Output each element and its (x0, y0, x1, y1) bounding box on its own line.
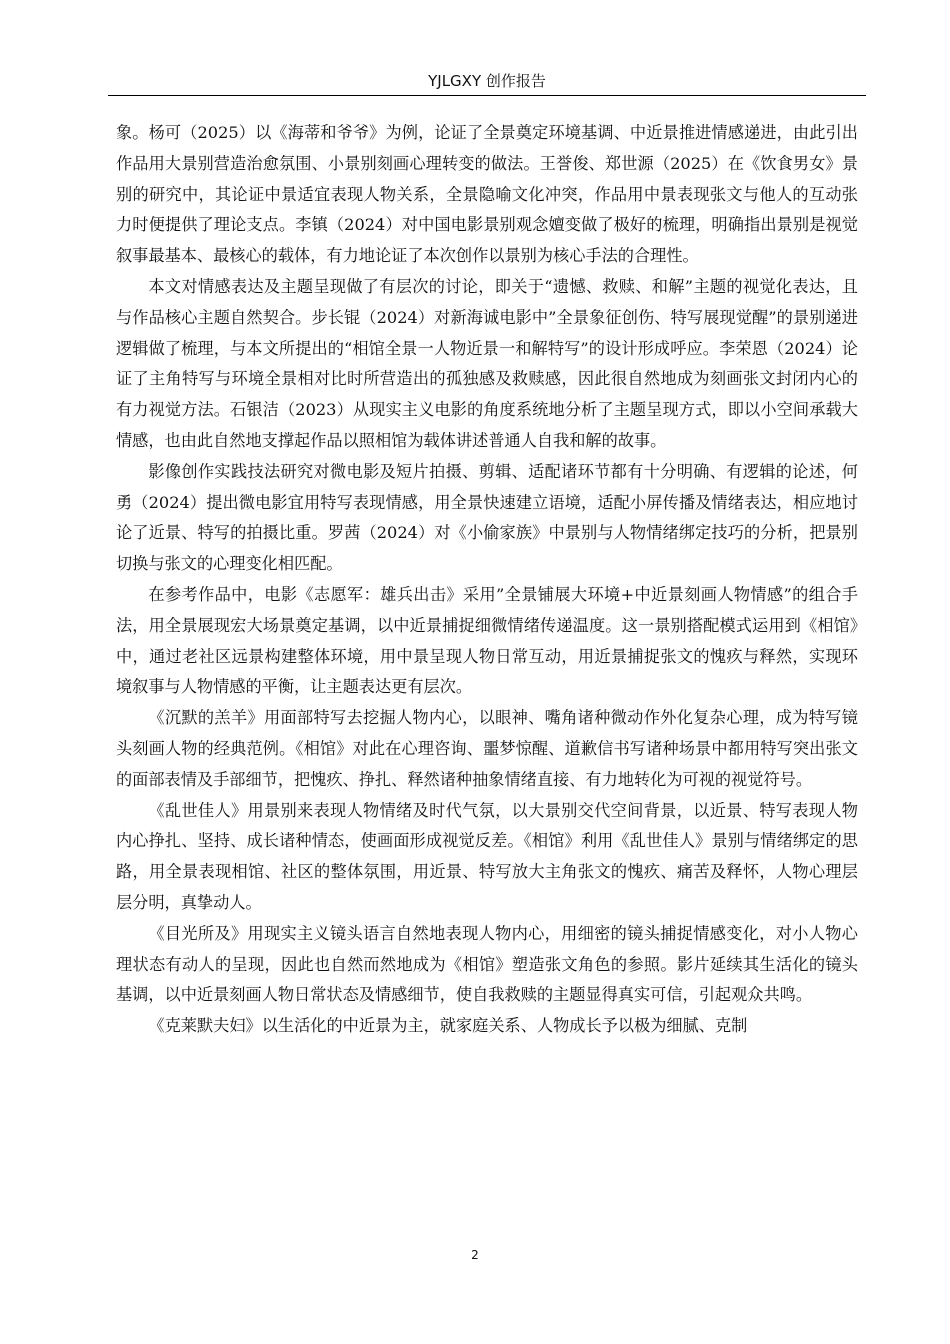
paragraph: 象。杨可（2025）以《海蒂和爷爷》为例，论证了全景奠定环境基调、中近景推进情感递进，由此引出作品用大景别营造治愈氛围、小景别刻画心理转变的做法。王誉俊、郑世源（2025）在《饮食男女》景别的研究中，其论证中景适宜表现人物关系，全景隐喻文化冲突，作品用中景表现张文与他人的互动张力时便提供了理论支点。李镇（2024）对中国电影景别观念嬗变做了极好的梳理，明确指出景别是视觉叙事最基本、最核心的载体，有力地论证了本次创作以景别为核心手法的合理性。 (116, 123, 858, 266)
paragraph: 在参考作品中，电影《志愿军：雄兵出击》采用”全景铺展大环境+中近景刻画人物情感”的组合手法，用全景展现宏大场景奠定基调，以中近景捕捉细微情绪传递温度。这一景别搭配模式运用到《相馆》中，通过老社区远景构建整体环境，用中景呈现人物日常互动，用近景捕捉张文的愧疚与释然，实现环境叙事与人物情感的平衡，让主题表达更有层次。 (116, 584, 858, 697)
paragraph: 《克莱默夫妇》以生活化的中近景为主，就家庭关系、人物成长予以极为细腻、克制 (148, 1016, 748, 1036)
paragraph: 本文对情感表达及主题呈现做了有层次的讨论，即关于“遗憾、救赎、和解”主题的视觉化表达，且与作品核心主题自然契合。步长锟（2024）对新海诚电影中”全景象征创伤、特写展现觉醒”的景别递进逻辑做了梳理，与本文所提出的“相馆全景一人物近景一和解特写”的设计形成呼应。李荣恩（2024）论证了主角特写与环境全景相对比时所营造出的孤独感及救赎感，因此很自然地成为刻画张文封闭内心的有力视觉方法。石银洁（2023）从现实主义电影的角度系统地分析了主题呈现方式，即以小空间承载大情感，也由此自然地支撑起作品以照相馆为载体讲述普通人自我和解的故事。 (116, 276, 858, 450)
paragraph: 《目光所及》用现实主义镜头语言自然地表现人物内心，用细密的镜头捕捉情感变化，对小人物心理状态有动人的呈现，因此也自然而然地成为《相馆》塑造张文角色的参照。影片延续其生活化的镜头基调，以中近景刻画人物日常状态及情感细节，使自我救赎的主题显得真实可信，引起观众共鸣。 (116, 923, 858, 1005)
running-header: YJLGXY 创作报告 (428, 72, 546, 90)
page-number: 2 (471, 1248, 479, 1262)
body-text (116, 118, 858, 1042)
paragraph: 《沉默的羔羊》用面部特写去挖掘人物内心，以眼神、嘴角诸种微动作外化复杂心理，成为特写镜头刻画人物的经典范例。《相馆》对此在心理咨询、噩梦惊醒、道歉信书写诸种场景中都用特写突出张文的面部表情及手部细节，把愧疚、挣扎、释然诸种抽象情绪直接、有力地转化为可视的视觉符号。 (116, 708, 858, 789)
paragraph: 影像创作实践技法研究对微电影及短片拍摄、剪辑、适配诸环节都有十分明确、有逻辑的论述，何勇（2024）提出微电影宜用特写表现情感，用全景快速建立语境，适配小屏传播及情绪表达，相应地讨论了近景、特写的拍摄比重。罗茜（2024）对《小偷家族》中景别与人物情绪绑定技巧的分析，把景别切换与张文的心理变化相匹配。 (116, 461, 858, 574)
paragraph: 《乱世佳人》用景别来表现人物情绪及时代气氛，以大景别交代空间背景，以近景、特写表现人物内心挣扎、坚持、成长诸种情态，使画面形成视觉反差。《相馆》利用《乱世佳人》景别与情绪绑定的思路，用全景表现相馆、社区的整体氛围，用近景、特写放大主角张文的愧疚、痛苦及释怀，人物心理层层分明，真挚动人。 (116, 800, 858, 912)
header-rule (108, 95, 866, 96)
